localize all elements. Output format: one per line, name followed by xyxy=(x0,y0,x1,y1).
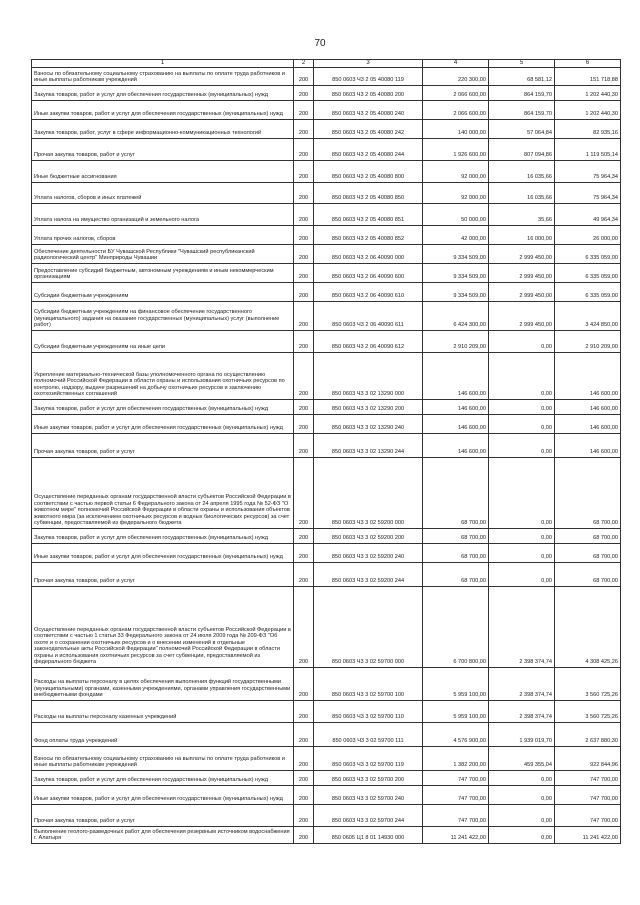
row-rest-cell: 146 600,00 xyxy=(555,434,621,458)
row-plan-cell: 11 241 422,00 xyxy=(423,827,489,844)
column-header: 6 xyxy=(555,60,621,68)
row-rest-cell: 6 335 059,00 xyxy=(555,245,621,264)
row-glv-cell: 200 xyxy=(294,245,314,264)
row-done-cell: 16 035,66 xyxy=(489,183,555,204)
row-plan-cell: 220 300,00 xyxy=(423,68,489,86)
column-number-header xyxy=(32,60,621,68)
row-rest-cell: 6 335 059,00 xyxy=(555,264,621,283)
row-rest-cell: 68 700,00 xyxy=(555,529,621,544)
row-glv-cell: 200 xyxy=(294,827,314,844)
row-done-cell: 0,00 xyxy=(489,771,555,786)
table-row xyxy=(32,161,621,183)
row-plan-cell: 146 600,00 xyxy=(423,415,489,434)
row-name-cell: Закупка товаров, работ, услуг в сфере информационно-коммуникационных технологий xyxy=(32,120,294,139)
table-row xyxy=(32,283,621,302)
row-done-cell: 0,00 xyxy=(489,827,555,844)
row-glv-cell: 200 xyxy=(294,68,314,86)
row-rest-cell: 1 202 440,30 xyxy=(555,86,621,101)
row-done-cell: 57 064,84 xyxy=(489,120,555,139)
row-rest-cell: 75 964,34 xyxy=(555,183,621,204)
row-glv-cell: 200 xyxy=(294,701,314,723)
row-name-cell: Выполнение геолого-разведочных работ для обеспечения резервным источником водоснабжения г. Алатыря xyxy=(32,827,294,844)
row-name-cell: Субсидии бюджетным учреждениям на финансовое обеспечение государственного (муниципального) задания на оказание государственных (муниципальных) услуг (выполнение работ) xyxy=(32,302,294,331)
row-rest-cell: 2 637 880,30 xyxy=(555,723,621,747)
row-name-cell: Осуществление переданных органам государственной власти субъектов Российской Федерации в соответствии с частью первой статьи 6 Федерального закона от 24 апреля 1995 года № 52-ФЗ "О животном мире" полномочий Российской Федерации в области охраны и использования объектов животного мира (за исключением охотничьих ресурсов и водных биологических ресурсов) за счет субвенции, предоставляемой из федерального бюджета xyxy=(32,458,294,529)
row-plan-cell: 68 700,00 xyxy=(423,563,489,587)
row-done-cell: 459 355,04 xyxy=(489,747,555,771)
row-code-cell: 850 0603 Ч3 3 02 59200 200 xyxy=(314,529,423,544)
row-rest-cell: 922 844,96 xyxy=(555,747,621,771)
row-code-cell: 850 0603 Ч3 3 02 13290 244 xyxy=(314,434,423,458)
row-rest-cell: 75 964,34 xyxy=(555,161,621,183)
row-plan-cell: 1 926 600,00 xyxy=(423,139,489,161)
row-glv-cell: 200 xyxy=(294,183,314,204)
row-name-cell: Фонд оплаты труда учреждений xyxy=(32,723,294,747)
table-row xyxy=(32,587,621,668)
row-rest-cell: 6 335 059,00 xyxy=(555,283,621,302)
row-glv-cell: 200 xyxy=(294,139,314,161)
row-glv-cell: 200 xyxy=(294,771,314,786)
row-plan-cell: 2 066 600,00 xyxy=(423,86,489,101)
row-rest-cell: 11 241 422,00 xyxy=(555,827,621,844)
row-plan-cell: 747 700,00 xyxy=(423,786,489,805)
table-row xyxy=(32,786,621,805)
row-name-cell: Закупка товаров, работ и услуг для обеспечения государственных (муниципальных) нужд xyxy=(32,400,294,415)
row-rest-cell: 747 700,00 xyxy=(555,805,621,827)
table-row xyxy=(32,668,621,701)
row-name-cell: Расходы на выплаты персоналу в целях обеспечения выполнения функций государственными (муниципальными) органами, казенными учреждениями, органами управления государственными внебюджетными фондами xyxy=(32,668,294,701)
row-name-cell: Закупка товаров, работ и услуг для обеспечения государственных (муниципальных) нужд xyxy=(32,529,294,544)
row-glv-cell: 200 xyxy=(294,204,314,226)
row-done-cell: 0,00 xyxy=(489,400,555,415)
row-code-cell: 850 0603 Ч3 3 02 59700 244 xyxy=(314,805,423,827)
row-name-cell: Субсидии бюджетным учреждениям на иные цели xyxy=(32,331,294,353)
row-glv-cell: 200 xyxy=(294,226,314,245)
row-rest-cell: 68 700,00 xyxy=(555,563,621,587)
row-rest-cell: 1 202 440,30 xyxy=(555,101,621,120)
row-name-cell: Уплата налогов, сборов и иных платежей xyxy=(32,183,294,204)
column-header: 4 xyxy=(423,60,489,68)
row-code-cell: 850 0603 Ч3 3 02 59200 244 xyxy=(314,563,423,587)
row-glv-cell: 200 xyxy=(294,786,314,805)
table-row xyxy=(32,805,621,827)
row-plan-cell: 9 334 509,00 xyxy=(423,283,489,302)
row-done-cell: 0,00 xyxy=(489,529,555,544)
row-glv-cell: 200 xyxy=(294,458,314,529)
table-row xyxy=(32,415,621,434)
row-done-cell: 2 398 374,74 xyxy=(489,587,555,668)
row-glv-cell: 200 xyxy=(294,563,314,587)
column-header: 1 xyxy=(32,60,294,68)
row-rest-cell: 3 424 850,00 xyxy=(555,302,621,331)
row-rest-cell: 68 700,00 xyxy=(555,544,621,563)
table-row xyxy=(32,353,621,400)
row-plan-cell: 1 382 200,00 xyxy=(423,747,489,771)
row-rest-cell: 747 700,00 xyxy=(555,786,621,805)
table-row xyxy=(32,544,621,563)
row-name-cell: Закупка товаров, работ и услуг для обеспечения государственных (муниципальных) нужд xyxy=(32,86,294,101)
table-row xyxy=(32,245,621,264)
row-glv-cell: 200 xyxy=(294,415,314,434)
row-plan-cell: 68 700,00 xyxy=(423,529,489,544)
table-row xyxy=(32,563,621,587)
row-done-cell: 0,00 xyxy=(489,434,555,458)
row-rest-cell: 4 308 425,26 xyxy=(555,587,621,668)
row-rest-cell: 146 600,00 xyxy=(555,353,621,400)
row-done-cell: 0,00 xyxy=(489,544,555,563)
row-code-cell: 850 0603 Ч3 2 05 40080 852 xyxy=(314,226,423,245)
table-row xyxy=(32,400,621,415)
row-done-cell: 864 159,70 xyxy=(489,86,555,101)
row-done-cell: 0,00 xyxy=(489,353,555,400)
row-code-cell: 850 0603 Ч3 2 05 40080 200 xyxy=(314,86,423,101)
row-glv-cell: 200 xyxy=(294,587,314,668)
row-glv-cell: 200 xyxy=(294,161,314,183)
row-code-cell: 850 0603 Ч3 2 05 40080 850 xyxy=(314,183,423,204)
row-name-cell: Закупка товаров, работ и услуг для обеспечения государственных (муниципальных) нужд xyxy=(32,771,294,786)
row-done-cell: 2 999 450,00 xyxy=(489,283,555,302)
row-glv-cell: 200 xyxy=(294,302,314,331)
row-done-cell: 35,66 xyxy=(489,204,555,226)
row-rest-cell: 146 600,00 xyxy=(555,400,621,415)
row-rest-cell: 2 910 209,00 xyxy=(555,331,621,353)
row-plan-cell: 5 959 100,00 xyxy=(423,701,489,723)
row-plan-cell: 146 600,00 xyxy=(423,353,489,400)
row-name-cell: Прочая закупка товаров, работ и услуг xyxy=(32,434,294,458)
row-plan-cell: 92 000,00 xyxy=(423,161,489,183)
row-done-cell: 68 581,12 xyxy=(489,68,555,86)
row-done-cell: 2 999 450,00 xyxy=(489,264,555,283)
row-name-cell: Иные закупки товаров, работ и услуг для обеспечения государственных (муниципальных) нужд xyxy=(32,415,294,434)
row-name-cell: Иные закупки товаров, работ и услуг для обеспечения государственных (муниципальных) нужд xyxy=(32,786,294,805)
row-done-cell: 16 035,66 xyxy=(489,161,555,183)
row-done-cell: 2 398 374,74 xyxy=(489,668,555,701)
row-glv-cell: 200 xyxy=(294,264,314,283)
row-rest-cell: 82 935,16 xyxy=(555,120,621,139)
column-header: 5 xyxy=(489,60,555,68)
row-rest-cell: 146 600,00 xyxy=(555,415,621,434)
row-code-cell: 850 0603 Ч3 2 05 40080 240 xyxy=(314,101,423,120)
row-done-cell: 0,00 xyxy=(489,786,555,805)
row-glv-cell: 200 xyxy=(294,747,314,771)
table-row xyxy=(32,183,621,204)
row-plan-cell: 92 000,00 xyxy=(423,183,489,204)
row-code-cell: 850 0603 Ч3 3 02 59700 000 xyxy=(314,587,423,668)
table-row xyxy=(32,68,621,86)
row-code-cell: 850 0603 Ч3 3 02 13290 200 xyxy=(314,400,423,415)
row-glv-cell: 200 xyxy=(294,353,314,400)
row-glv-cell: 200 xyxy=(294,723,314,747)
page-number: 70 xyxy=(314,38,326,49)
table-row xyxy=(32,747,621,771)
row-glv-cell: 200 xyxy=(294,331,314,353)
row-rest-cell: 68 700,00 xyxy=(555,458,621,529)
row-glv-cell: 200 xyxy=(294,101,314,120)
row-plan-cell: 146 600,00 xyxy=(423,434,489,458)
row-name-cell: Уплата прочих налогов, сборов xyxy=(32,226,294,245)
row-plan-cell: 747 700,00 xyxy=(423,805,489,827)
row-code-cell: 850 0603 Ч3 3 02 59700 111 xyxy=(314,723,423,747)
row-code-cell: 850 0603 Ч3 3 02 59200 000 xyxy=(314,458,423,529)
row-glv-cell: 200 xyxy=(294,434,314,458)
table-row xyxy=(32,101,621,120)
row-code-cell: 850 0603 Ч3 3 02 13290 000 xyxy=(314,353,423,400)
row-plan-cell: 9 334 509,00 xyxy=(423,245,489,264)
table-row xyxy=(32,723,621,747)
table-row xyxy=(32,529,621,544)
row-plan-cell: 42 000,00 xyxy=(423,226,489,245)
row-name-cell: Предоставление субсидий бюджетным, автономным учреждениям и иным некоммерческим организациям xyxy=(32,264,294,283)
row-done-cell: 0,00 xyxy=(489,563,555,587)
column-header: 3 xyxy=(314,60,423,68)
row-name-cell: Уплата налога на имущество организаций и земельного налога xyxy=(32,204,294,226)
table-row xyxy=(32,120,621,139)
row-glv-cell: 200 xyxy=(294,529,314,544)
row-done-cell: 2 398 374,74 xyxy=(489,701,555,723)
row-plan-cell: 140 000,00 xyxy=(423,120,489,139)
row-glv-cell: 200 xyxy=(294,86,314,101)
row-code-cell: 850 0605 Ц1 8 01 14930 000 xyxy=(314,827,423,844)
row-plan-cell: 5 959 100,00 xyxy=(423,668,489,701)
row-code-cell: 850 0603 Ч3 3 02 59700 240 xyxy=(314,786,423,805)
row-code-cell: 850 0603 Ч3 3 02 59700 100 xyxy=(314,668,423,701)
row-rest-cell: 49 964,34 xyxy=(555,204,621,226)
row-plan-cell: 146 600,00 xyxy=(423,400,489,415)
table-row xyxy=(32,302,621,331)
row-name-cell: Укрепление материально-технической базы уполномоченного органа по осуществлению полномочий Российской Федерации в области охраны и использования охотничьих ресурсов по контролю, надзору, выдаче разрешений на добычу охотничьих ресурсов и заключению охотхозяйственных соглашений xyxy=(32,353,294,400)
row-glv-cell: 200 xyxy=(294,400,314,415)
table-row xyxy=(32,701,621,723)
budget-table xyxy=(31,59,621,844)
row-code-cell: 850 0603 Ч3 3 02 13290 240 xyxy=(314,415,423,434)
row-code-cell: 850 0603 Ч3 2 05 40080 242 xyxy=(314,120,423,139)
row-glv-cell: 200 xyxy=(294,283,314,302)
row-name-cell: Субсидии бюджетным учреждениям xyxy=(32,283,294,302)
row-glv-cell: 200 xyxy=(294,668,314,701)
row-done-cell: 2 999 450,00 xyxy=(489,302,555,331)
row-name-cell: Иные бюджетные ассигнования xyxy=(32,161,294,183)
row-code-cell: 850 0603 Ч3 2 06 40090 000 xyxy=(314,245,423,264)
row-code-cell: 850 0603 Ч3 3 02 59200 240 xyxy=(314,544,423,563)
row-code-cell: 850 0603 Ч3 2 06 40090 600 xyxy=(314,264,423,283)
row-code-cell: 850 0603 Ч3 2 05 40080 244 xyxy=(314,139,423,161)
row-plan-cell: 4 576 900,00 xyxy=(423,723,489,747)
row-name-cell: Взносы по обязательному социальному страхованию на выплаты по оплате труда работников и иные выплаты работникам учреждений xyxy=(32,747,294,771)
row-rest-cell: 3 560 725,26 xyxy=(555,701,621,723)
table-row xyxy=(32,139,621,161)
row-name-cell: Иные закупки товаров, работ и услуг для обеспечения государственных (муниципальных) нужд xyxy=(32,101,294,120)
row-code-cell: 850 0603 Ч3 3 02 59700 119 xyxy=(314,747,423,771)
row-done-cell: 0,00 xyxy=(489,331,555,353)
row-done-cell: 807 094,86 xyxy=(489,139,555,161)
row-code-cell: 850 0603 Ч3 2 05 40080 851 xyxy=(314,204,423,226)
row-rest-cell: 151 718,88 xyxy=(555,68,621,86)
table-row xyxy=(32,264,621,283)
row-name-cell: Обеспечение деятельности БУ Чувашской Республики "Чувашский республиканский радиологический центр" Минприроды Чувашии xyxy=(32,245,294,264)
row-done-cell: 0,00 xyxy=(489,415,555,434)
row-plan-cell: 6 424 300,00 xyxy=(423,302,489,331)
row-done-cell: 0,00 xyxy=(489,458,555,529)
row-glv-cell: 200 xyxy=(294,544,314,563)
row-code-cell: 850 0603 Ч3 3 02 59700 110 xyxy=(314,701,423,723)
row-code-cell: 850 0603 Ч3 2 06 40090 612 xyxy=(314,331,423,353)
row-plan-cell: 2 066 600,00 xyxy=(423,101,489,120)
row-code-cell: 850 0603 Ч3 2 05 40080 119 xyxy=(314,68,423,86)
table-row xyxy=(32,458,621,529)
row-rest-cell: 747 700,00 xyxy=(555,771,621,786)
table-row xyxy=(32,226,621,245)
row-plan-cell: 6 700 800,00 xyxy=(423,587,489,668)
table-row xyxy=(32,204,621,226)
row-rest-cell: 26 000,00 xyxy=(555,226,621,245)
table-row xyxy=(32,86,621,101)
row-done-cell: 0,00 xyxy=(489,805,555,827)
row-name-cell: Прочая закупка товаров, работ и услуг xyxy=(32,805,294,827)
column-header: 2 xyxy=(294,60,314,68)
table-row xyxy=(32,434,621,458)
row-name-cell: Прочая закупка товаров, работ и услуг xyxy=(32,139,294,161)
row-name-cell: Взносы по обязательному социальному страхованию на выплаты по оплате труда работников и иные выплаты работникам учреждений xyxy=(32,68,294,86)
row-name-cell: Осуществление переданных органам государственной власти субъектов Российской Федерации в соответствии с частью 1 статьи 33 Федерального закона от 24 июля 2009 года № 209-ФЗ "Об охоте и о сохранении охотничьих ресурсов и о внесении изменений в отдельные законодательные акты Российской Федерации" полномочий Российской Федерации в области охраны и использования охотничьих ресурсов за счет субвенции, предоставляемой из федерального бюджета xyxy=(32,587,294,668)
row-code-cell: 850 0603 Ч3 2 06 40090 611 xyxy=(314,302,423,331)
row-plan-cell: 2 910 209,00 xyxy=(423,331,489,353)
row-done-cell: 2 999 450,00 xyxy=(489,245,555,264)
row-done-cell: 16 000,00 xyxy=(489,226,555,245)
row-plan-cell: 68 700,00 xyxy=(423,458,489,529)
row-rest-cell: 3 560 725,26 xyxy=(555,668,621,701)
table-row xyxy=(32,771,621,786)
row-plan-cell: 50 000,00 xyxy=(423,204,489,226)
row-glv-cell: 200 xyxy=(294,120,314,139)
row-name-cell: Иные закупки товаров, работ и услуг для обеспечения государственных (муниципальных) нужд xyxy=(32,544,294,563)
row-done-cell: 1 939 019,70 xyxy=(489,723,555,747)
row-glv-cell: 200 xyxy=(294,805,314,827)
table-row xyxy=(32,827,621,844)
row-rest-cell: 1 119 505,14 xyxy=(555,139,621,161)
row-done-cell: 864 159,70 xyxy=(489,101,555,120)
row-plan-cell: 68 700,00 xyxy=(423,544,489,563)
table-row xyxy=(32,331,621,353)
row-code-cell: 850 0603 Ч3 3 02 59700 200 xyxy=(314,771,423,786)
row-code-cell: 850 0603 Ч3 2 06 40090 610 xyxy=(314,283,423,302)
row-plan-cell: 9 334 509,00 xyxy=(423,264,489,283)
row-plan-cell: 747 700,00 xyxy=(423,771,489,786)
row-code-cell: 850 0603 Ч3 2 05 40080 800 xyxy=(314,161,423,183)
row-name-cell: Расходы на выплаты персоналу казенных учреждений xyxy=(32,701,294,723)
row-name-cell: Прочая закупка товаров, работ и услуг xyxy=(32,563,294,587)
